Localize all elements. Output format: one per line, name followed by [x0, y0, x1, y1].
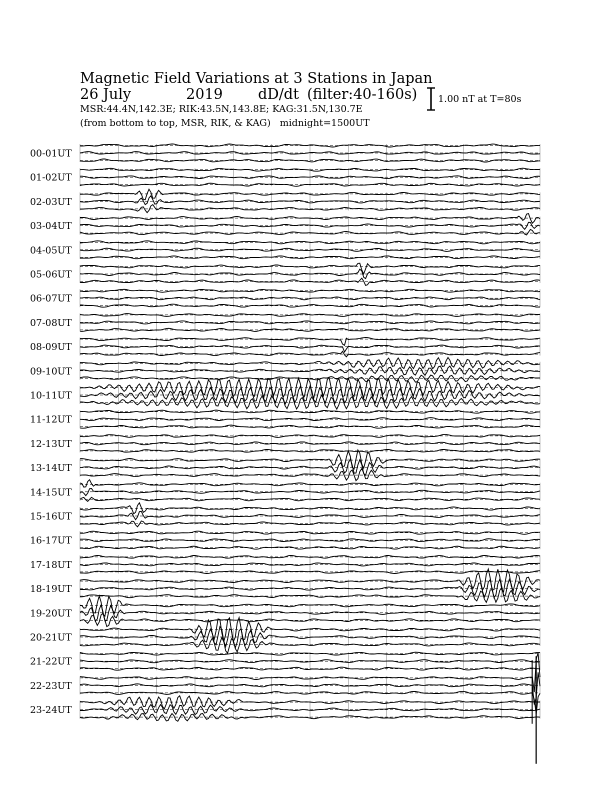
scale-label: 1.00 nT at T=80s [438, 94, 522, 105]
row-label-23-24UT: 23-24UT [30, 705, 72, 717]
midnight-text: midnight=1500UT [279, 118, 370, 129]
row-label-02-03UT: 02-03UT [30, 196, 72, 208]
row-label-03-04UT: 03-04UT [30, 221, 72, 233]
scale-bar [427, 88, 435, 110]
row-label-06-07UT: 06-07UT [30, 293, 72, 305]
row-label-12-13UT: 12-13UT [30, 438, 72, 450]
row-label-07-08UT: 07-08UT [30, 317, 72, 329]
row-label-15-16UT: 15-16UT [30, 511, 72, 523]
row-label-21-22UT: 21-22UT [30, 656, 72, 668]
row-label-18-19UT: 18-19UT [30, 584, 72, 596]
row-label-13-14UT: 13-14UT [30, 463, 72, 475]
row-label-19-20UT: 19-20UT [30, 608, 72, 620]
row-label-09-10UT: 09-10UT [30, 366, 72, 378]
traces [80, 144, 540, 764]
date-text: 26 July [80, 87, 132, 103]
chart-title: Magnetic Field Variations at 3 Stations in Japan [80, 71, 433, 87]
row-label-10-11UT: 10-11UT [30, 390, 72, 402]
row-label-00-01UT: 00-01UT [30, 148, 72, 160]
gridlines [80, 144, 540, 719]
order-line [80, 118, 370, 130]
filter-text: (filter:40-160s) [307, 87, 418, 103]
row-label-14-15UT: 14-15UT [30, 487, 72, 499]
row-label-22-23UT: 22-23UT [30, 680, 72, 692]
row-label-11-12UT: 11-12UT [30, 414, 72, 426]
year-text: 2019 [186, 87, 223, 103]
row-label-05-06UT: 05-06UT [30, 269, 72, 281]
stations-line: MSR:44.4N,142.3E; RIK:43.5N,143.8E; KAG:31.5N,130.7E [80, 104, 363, 115]
quantity-text: dD/dt [258, 87, 299, 103]
row-label-17-18UT: 17-18UT [30, 559, 72, 571]
row-labels [30, 149, 72, 717]
row-label-01-02UT: 01-02UT [30, 172, 72, 184]
row-label-08-09UT: 08-09UT [30, 342, 72, 354]
order-text: (from bottom to top, MSR, RIK, & KAG) [80, 118, 271, 129]
row-label-16-17UT: 16-17UT [30, 535, 72, 547]
row-label-04-05UT: 04-05UT [30, 245, 72, 257]
row-label-20-21UT: 20-21UT [30, 632, 72, 644]
